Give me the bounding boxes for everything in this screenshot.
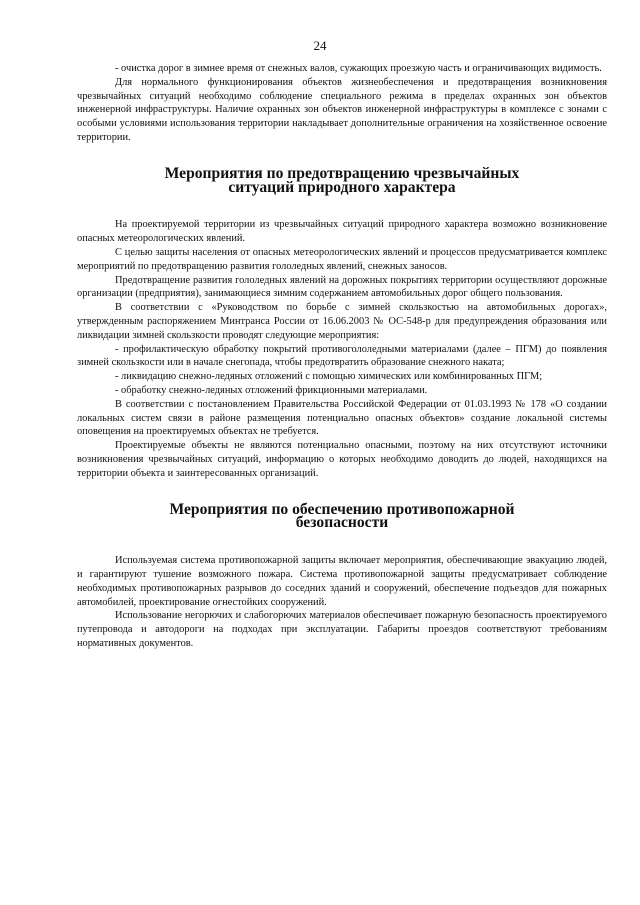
page-number: 24: [313, 38, 327, 53]
section-heading-line: ситуаций природного характера: [228, 178, 456, 196]
list-item: - ликвидацию снежно-ледяных отложений с помощью химических или комбинированных ПГМ;: [115, 371, 543, 383]
paragraph: Использование негорючих и слабогорючих материалов обеспечивает пожарную безопасность проектируемого путепровода и автодороги на подходах при эксплуатации. Габариты проездов соответствуют требованиям нормативных документов.: [77, 610, 607, 649]
list-item: - обработку снежно-ледяных отложений фрикционными материалами.: [115, 384, 428, 396]
section-heading: [77, 500, 607, 532]
section-heading-line: безопасности: [295, 514, 389, 532]
paragraph: Проектируемые объекты не являются потенциально опасными, поэтому на них отсутствуют источники возникновения чрезвычайных ситуаций, информацию о которых необходимо доводить до людей, находящихся на территории объекта и заинтересованных организаций.: [77, 440, 607, 479]
paragraph: Предотвращение развития гололедных явлений на дорожных покрытиях территории осуществляют дорожные организации (предприятия), занимающиеся зимним содержанием автомобильных дорог общего пользования.: [77, 274, 607, 300]
paragraph: На проектируемой территории из чрезвычайных ситуаций природного характера возможно возникновение опасных метеорологических явлений.: [77, 219, 607, 245]
paragraph: С целью защиты населения от опасных метеорологических явлений и процессов предусматривается комплекс мероприятий по предотвращению развития гололедных явлений, снежных заносов.: [77, 246, 607, 272]
paragraph: Используемая система противопожарной защиты включает мероприятия, обеспечивающие эвакуацию людей, и гарантируют тушение возможного пожара. Система противопожарной защиты предусматривает соблюдение необходимых противопожарных разрывов до соседних зданий и сооружений, обеспечение подъездов для пожарных автомобилей, проектирование огнестойких сооружений.: [77, 555, 607, 608]
section-heading-line: Мероприятия по предотвращению чрезвычайных: [164, 164, 520, 182]
paragraph: В соответствии с «Руководством по борьбе с зимней скользкостью на автомобильных дорогах», утвержденным распоряжением Минтранса России от 16.06.2003 № ОС-548-р для предупреждения образования или ликвидации зимней скользкости проводят следующие мероприятия:: [77, 302, 607, 341]
section-heading-line: Мероприятия по обеспечению противопожарной: [169, 500, 515, 518]
paragraph: В соответствии с постановлением Правительства Российской Федерации от 01.03.1993 № 178 «О создании локальных систем связи в районе размещения потенциально опасных объектов» создание локальной системы оповещения на проектируемых объектах не требуется.: [77, 398, 607, 438]
list-item: - профилактическую обработку покрытий противогололедными материалами (далее – ПГМ) до появления зимней скользкости или в начале снегопада, чтобы предотвратить образование снежного наката;: [77, 343, 607, 369]
page-body: [77, 62, 607, 651]
section-heading: [77, 164, 607, 196]
paragraph: - очистка дорог в зимнее время от снежных валов, сужающих проезжую часть и ограничивающих видимость.: [115, 63, 602, 74]
paragraph: Для нормального функционирования объектов жизнеобеспечения и предотвращения возникновения чрезвычайных ситуаций необходимо соблюдение специального режима в пределах охранных зон объектов инженерной инфраструктуры. Наличие охранных зон объектов инженерной инфраструктуры в комплексе с зонами с особыми условиями использования территории накладывает дополнительные ограничения на хозяйственное освоение территории.: [77, 76, 607, 143]
